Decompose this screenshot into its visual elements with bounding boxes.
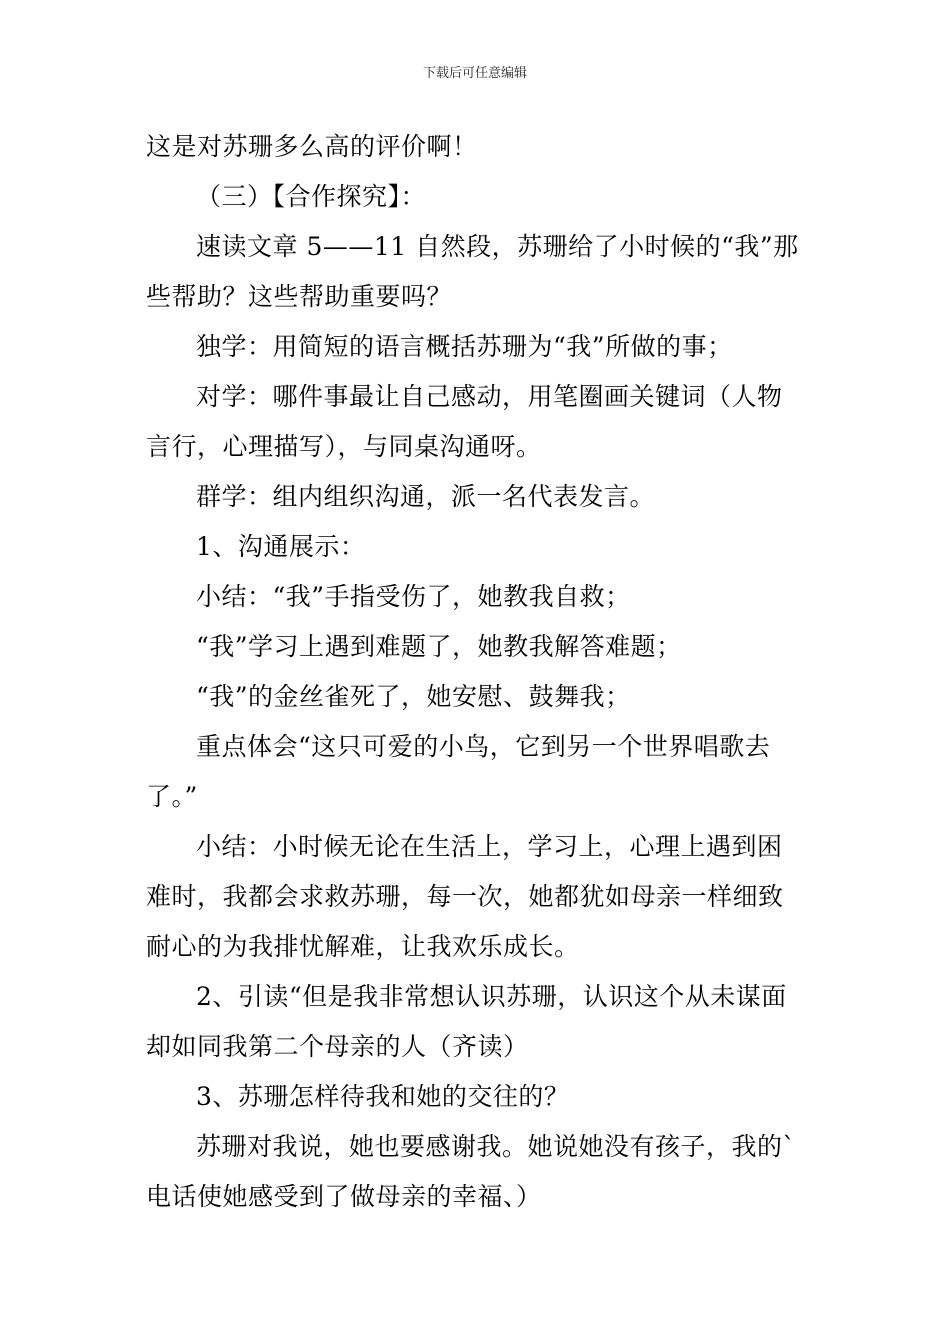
- text-line: 些帮助？这些帮助重要吗？: [146, 282, 453, 311]
- text-line: “我”的金丝雀死了，她安慰、鼓舞我；: [196, 682, 631, 711]
- text-line: 2、引读“但是我非常想认识苏珊，认识这个从未谋面: [196, 982, 787, 1011]
- text-line: 小结：“我”手指受伤了，她教我自救；: [196, 582, 631, 611]
- text-line: 独学：用简短的语言概括苏珊为“我”所做的事；: [196, 332, 733, 361]
- paragraph: [146, 622, 811, 672]
- text-line: 了。”: [146, 782, 198, 811]
- paragraph: [146, 1072, 811, 1122]
- document-body: [146, 122, 811, 1222]
- paragraph: [146, 122, 811, 172]
- text-line: 言行，心理描写），与同桌沟通呀。: [146, 432, 542, 461]
- text-line: 苏珊对我说，她也要感谢我。她说她没有孩子，我的`: [196, 1132, 796, 1161]
- text-line: 对学：哪件事最让自己感动，用笔圈画关键词（人物: [196, 382, 783, 411]
- text-line: 小结：小时候无论在生活上，学习上，心理上遇到困: [196, 832, 783, 861]
- paragraph: [146, 672, 811, 722]
- paragraph: [146, 322, 811, 372]
- text-line: 群学：组内组织沟通，派一名代表发言。: [196, 482, 656, 511]
- paragraph: [146, 572, 811, 622]
- section-heading: [146, 172, 811, 222]
- text-line: 速读文章 5——11 自然段，苏珊给了小时候的“我”那: [196, 232, 799, 261]
- paragraph: [146, 972, 811, 1072]
- page-header: 下载后可任意编辑: [422, 66, 527, 81]
- text-line: 电话使她感受到了做母亲的幸福、）: [146, 1182, 542, 1211]
- text-line: 耐心的为我排忧解难，让我欢乐成长。: [146, 932, 580, 961]
- paragraph: [146, 222, 811, 322]
- text-line: 3、苏珊怎样待我和她的交往的？: [196, 1082, 570, 1111]
- text-line: “我”学习上遇到难题了，她教我解答难题；: [196, 632, 682, 661]
- paragraph: [146, 1122, 811, 1222]
- paragraph: [146, 372, 811, 472]
- paragraph: [146, 722, 811, 822]
- text-line: 这是对苏珊多么高的评价啊！: [146, 132, 478, 161]
- text-line: （三）【合作探究】：: [196, 182, 427, 211]
- paragraph: [146, 472, 811, 522]
- paragraph: [146, 522, 811, 572]
- text-line: 却如同我第二个母亲的人（齐读）: [146, 1032, 529, 1061]
- text-line: 难时，我都会求救苏珊，每一次，她都犹如母亲一样细致: [146, 882, 784, 911]
- text-line: 重点体会“这只可爱的小鸟，它到另一个世界唱歌去: [196, 732, 771, 761]
- text-line: 1、沟通展示：: [196, 532, 366, 561]
- paragraph: [146, 822, 811, 972]
